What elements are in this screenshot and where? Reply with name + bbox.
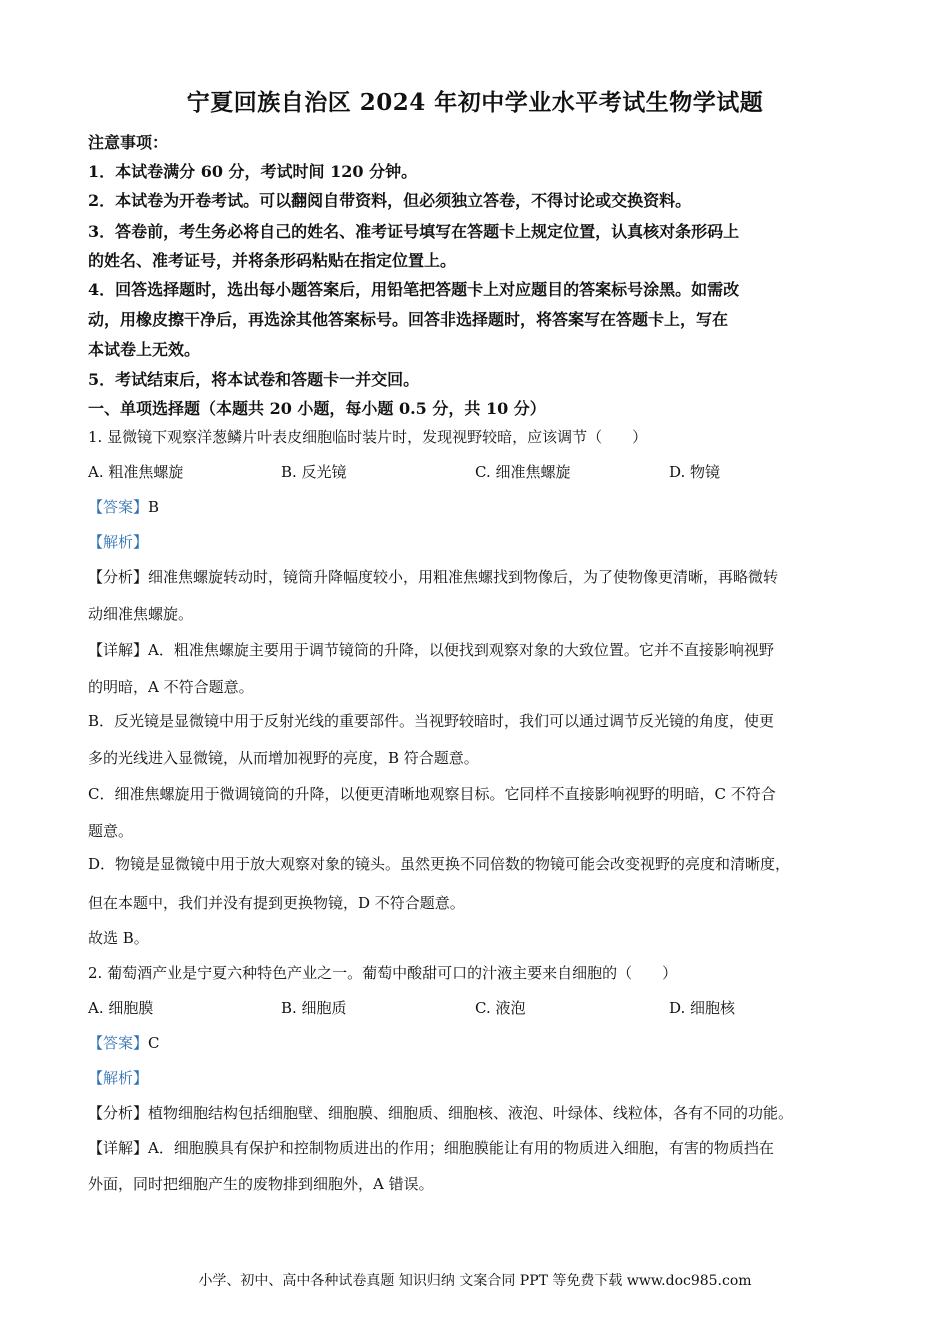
notice-line-8: 5．考试结束后，将本试卷和答题卡一并交回。 [88,370,420,389]
q1-detail-d2: 但在本题中，我们并没有提到更换物镜，D 不符合题意。 [88,894,465,912]
q1-detail-c2: 题意。 [88,822,134,840]
q1-analysis [88,531,148,552]
q1-detail-b2: 多的光线进入显微镜，从而增加视野的亮度，B 符合题意。 [88,749,479,767]
q1-detail-a2: 的明暗，A 不符合题意。 [88,678,254,696]
q1-stem: 1. 显微镜下观察洋葱鳞片叶表皮细胞临时装片时，发现视野较暗，应该调节（ ） [88,428,648,446]
notice-line-2: 2．本试卷为开卷考试。可以翻阅自带资料，但必须独立答卷，不得讨论或交换资料。 [88,191,692,210]
page-title: 宁夏回族自治区 2024 年初中学业水平考试生物学试题 [186,89,764,116]
notice-line-4: 的姓名、准考证号，并将条形码粘贴在指定位置上。 [88,251,457,270]
detail-tag: 【详解】 [88,1139,149,1157]
notice-line-3: 3．答卷前，考生务必将自己的姓名、准考证号填写在答题卡上规定位置，认真核对条形码上 [88,222,740,241]
q1-option-a: A. 粗准焦螺旋 [88,463,184,481]
q2-answer [88,1032,160,1053]
q1-option-d: D. 物镜 [669,463,721,481]
q2-detail-a1-text: A．细胞膜具有保护和控制物质进出的作用；细胞膜能让有用的物质进入细胞，有害的物质挡在 [148,1139,774,1157]
q2-stem: 2. 葡萄酒产业是宁夏六种特色产业之一。葡萄中酸甜可口的汁液主要来自细胞的（ ） [88,964,678,982]
page-footer: 小学、初中、高中各种试卷真题 知识归纳 文案合同 PPT 等免费下载 www.doc985.com [198,1273,752,1289]
q1-detail-c1: C．细准焦螺旋用于微调镜筒的升降，以便更清晰地观察目标。它同样不直接影响视野的明暗，C 不符合 [88,785,776,803]
q1-answer-value: B [148,498,160,516]
q2-answer-value: C [148,1034,160,1052]
section-heading: 一、单项选择题（本题共 20 小题，每小题 0.5 分，共 10 分） [88,399,546,418]
q1-detail-b1: B．反光镜是显微镜中用于反射光线的重要部件。当视野较暗时，我们可以通过调节反光镜的角度，使更 [88,712,775,730]
fenxi-tag: 【分析】 [88,1104,149,1122]
answer-tag: 【答案】 [88,1034,149,1052]
q1-answer [88,496,159,517]
q1-option-b: B. 反光镜 [281,463,347,481]
analysis-tag: 【解析】 [88,1069,149,1087]
q2-option-b: B. 细胞质 [281,999,347,1017]
q2-fenxi-text: 植物细胞结构包括细胞壁、细胞膜、细胞质、细胞核、液泡、叶绿体、线粒体，各有不同的功能。 [148,1104,794,1122]
notice-line-5: 4．回答选择题时，选出每小题答案后，用铅笔把答题卡上对应题目的答案标号涂黑。如需改 [88,280,740,299]
notice-line-7: 本试卷上无效。 [88,340,201,359]
q1-fenxi-text: 细准焦螺旋转动时，镜筒升降幅度较小，用粗准焦螺找到物像后，为了使物像更清晰，再略微转 [148,568,779,586]
fenxi-tag: 【分析】 [88,568,149,586]
q1-fenxi-1 [88,566,778,587]
q1-detail-a1-text: A．粗准焦螺旋主要用于调节镜筒的升降，以便找到观察对象的大致位置。它并不直接影响视野 [148,641,774,659]
q2-analysis [88,1067,148,1088]
q2-detail-a2: 外面，同时把细胞产生的废物排到细胞外，A 错误。 [88,1175,434,1193]
analysis-tag: 【解析】 [88,533,149,551]
q1-fenxi-2: 动细准焦螺旋。 [88,605,194,623]
q2-option-a: A. 细胞膜 [88,999,154,1017]
q2-option-d: D. 细胞核 [669,999,736,1017]
answer-tag: 【答案】 [88,498,149,516]
q1-detail-a1 [88,639,774,660]
detail-tag: 【详解】 [88,641,149,659]
q2-option-c: C. 液泡 [475,999,526,1017]
notice-line-1: 1．本试卷满分 60 分，考试时间 120 分钟。 [88,162,418,181]
q1-detail-d1: D．物镜是显微镜中用于放大观察对象的镜头。虽然更换不同倍数的物镜可能会改变视野的亮度和清晰度， [88,855,791,873]
notice-line-6: 动，用橡皮擦干净后，再选涂其他答案标号。回答非选择题时，将答案写在答题卡上，写在 [88,310,729,329]
q2-detail-a1 [88,1137,774,1158]
q2-fenxi-1 [88,1102,793,1123]
q1-conclusion: 故选 B。 [88,929,149,947]
q1-option-c: C. 细准焦螺旋 [475,463,571,481]
notice-heading: 注意事项： [88,133,169,152]
